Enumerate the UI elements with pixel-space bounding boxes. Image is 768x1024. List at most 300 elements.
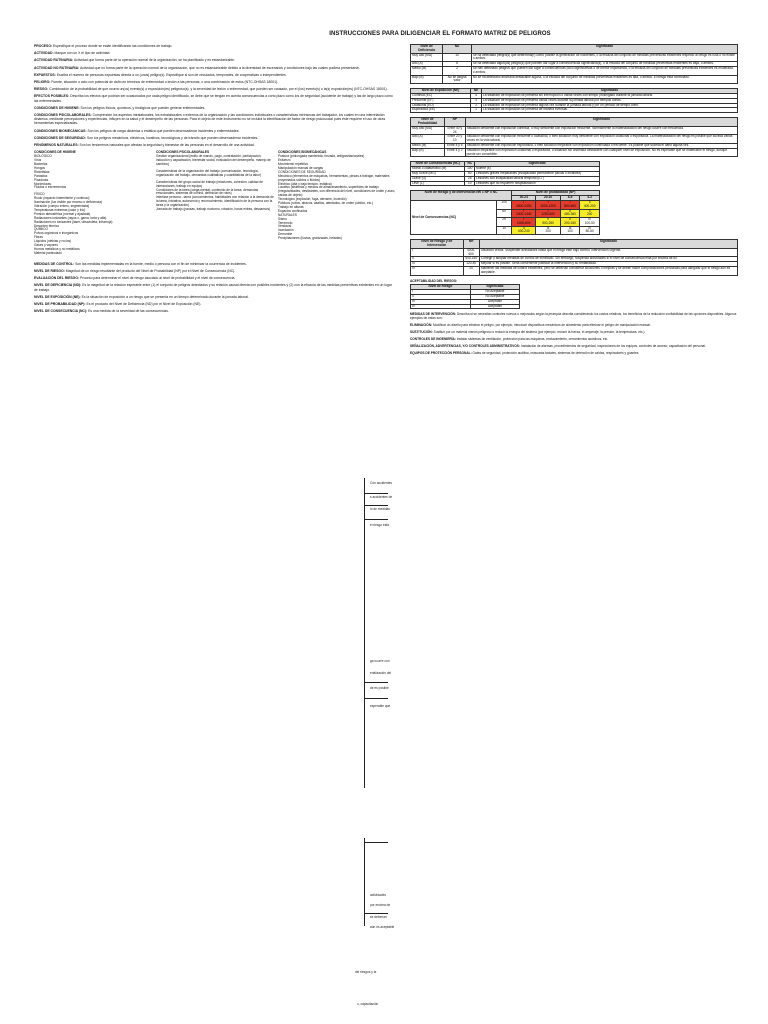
table-cell: Bajo (B) [411,148,445,157]
matrix-row [411,200,600,209]
matrix-cell-level: I [523,208,525,213]
fragment-rule [364,913,388,914]
table-cell: Muerte (s) [475,167,600,172]
definition-text: Actividad que no forma parte de la operación normal de la organización, que no es estandarizable debido a la diversidad de escenarios y condiciones bajo las cuales pudiera presentarse. [79,65,360,70]
matrix-cell-level: III [588,217,592,222]
table-cell: 500-150 [463,257,479,262]
definition-item [34,51,396,55]
definition-term: NIVEL DE RIESGO: [34,269,65,274]
hazard-classification-grid [34,151,396,256]
definition-item [410,338,738,342]
hazard-item: Manipulación manual de cargas [278,165,324,170]
matrix-np-col: 40-24 [512,196,536,201]
table-cell: Se ha detectado peligro(s) que determina(n) como posible la generación de incidentes, o la eficacia del conjunto de medidas preventivas existentes respecto al riesgo es nula o no existe o ambos. [471,53,737,62]
fragment-text: el riesgo está [370,523,389,527]
definition-term: ACTIVIDAD RUTINARIA: [34,58,74,63]
table-header: ND [443,45,472,54]
definition-term: PROCESO: [34,44,53,48]
fragment-text: s accidentes de [370,495,393,499]
table-header: Significado [475,162,600,167]
left-column [34,44,396,316]
probability-level-table [410,117,738,157]
fragment-text: dei riesgos y la [355,970,377,974]
table-header: Significado [471,45,737,54]
table-cell: Se ha detectado algún(os) peligro(s) que pueden dar lugar a consecuencias significativa(s), o la eficacia del conjunto de medidas preventivas existentes es baja, o ambos. [471,62,737,67]
matrix-cell [560,200,580,209]
page-title: INSTRUCCIONES PARA DILIGENCIAR EL FORMATO MATRIZ DE PELIGROS [329,31,551,37]
table-cell: 2 [471,103,482,108]
table-cell: IV [411,267,464,276]
table-cell: 6 [443,62,472,67]
hazard-item: Sismo [278,216,287,221]
table-cell: Muy Alto (MA) [411,126,445,135]
matrix-cell-level: II [588,208,591,213]
table-header: NP [444,118,465,127]
matrix-cell-range: 2000-1200 [540,203,556,208]
fragment-text: se deberían [370,915,387,919]
matrix-cell-level: II [522,225,525,230]
hazard-item: Movimiento repetitivo [278,161,309,166]
hazard-item: Precipitaciones (lluvias, granizadas, heladas) [278,236,342,241]
intervention-definitions [410,313,738,356]
matrix-cell-level: III [568,225,572,230]
acceptability-title: ACEPTABILIDAD DEL RIESGO: [410,278,458,283]
definition-text: Magnitud de un riesgo resultante del producto del Nivel de Probabilidad (NP) por el Nivel de Consecuencia (NC). [65,269,236,274]
definition-text: Es una medida de la severidad de las consecuencias. [88,309,169,314]
table-header: Nivel de Deficiencia [411,45,443,54]
fragment-text: o, capacitación [357,1002,379,1006]
grid-column-biomechanical [278,155,396,256]
definition-item [410,324,738,328]
table-cell: 60 [465,171,475,176]
table-header: Significado [482,89,738,94]
definition-text: Es el producto del Nivel de Deficiencia (ND) por el Nivel de Exposición (NE). [86,302,202,307]
table-cell: La situación de exposición se presenta varias veces durante la jornada laboral por tiempos cortos. [482,98,738,103]
table-cell: Se han detectado peligros que pueden dar lugar a consecuencias poco significativas o de menor importancia, o la eficacia del conjunto de medidas preventivas existentes es moderada, o ambos. [471,66,737,75]
hazard-item: Terremoto [278,220,293,225]
definition-text: Son los peligros físicos, químicos, y biológicos que pueden generar enfermedades. [80,105,206,110]
table-cell: Leve (L) [411,181,465,186]
hazard-item: Públicos (robos, atracos, asaltos, atentados, de orden público, etc.) [278,201,374,206]
matrix-cell-range: 80-60 [585,229,594,234]
fragment-text: aún es aceptable [370,925,395,929]
hazard-item: Iluminación (luz visible por exceso o deficiencia) [34,200,103,205]
hazard-item: Picaduras [34,177,49,182]
matrix-np-col: 4-2 [580,196,600,201]
hazard-item: Condiciones de la tarea (carga mental, contenido de la tarea, demandas emocionales, sistemas de control, definición de roles) [156,187,259,196]
table-cell: La situación de exposición se presenta de manera eventual. [482,108,738,113]
definition-item [34,58,396,62]
definition-text: Modificar un diseño para eliminar el peligro, por ejemplo, introducir dispositivos mecánicos de alzamiento para eliminar el peligro de manipulación manual. [433,323,651,328]
table-header: Nivel de Exposición (NE) [411,89,471,94]
matrix-cell-range: 100 [567,229,573,234]
matrix-nc-value: 10 [496,226,511,235]
table-header: Significado [470,285,519,290]
matrix-cell-range: 2400-1440 [516,212,532,217]
hazard-item: Derrumbe [278,232,293,237]
definition-item [34,129,396,133]
table-cell: Situación deficiente con exposición esporádica, o bien situación mejorable con exposición continuada o frecuente. Es posible que suceda el daño alguna vez. [465,143,737,148]
hazard-item: Gestión organizacional (estilo de mando, pago, contratación, participación, inducción y capacitación, bienestar social, evaluación del desempeño, manejo de cambios) [156,154,271,166]
hazard-item: Fluidos o excrementos [34,185,67,190]
definition-text: Instalar sistemas de ventilación, protección para las máquinas, enclavamiento, cerramientos acústicos, etc. [456,337,609,342]
matrix-cell [536,218,560,227]
definition-item [34,276,396,280]
definition-item [34,295,396,299]
definition-item [410,352,738,356]
definition-term: CONDICIONES DE HIGIENE: [34,105,80,110]
fragment-rule [364,505,388,506]
fragment-rule [364,493,388,494]
table-cell: Grave (G) [411,176,465,181]
table-header: Nivel de Riesgo y de Intervención [411,240,464,249]
table-cell: II [411,295,471,300]
definition-item [34,262,396,266]
definition-item [34,143,396,147]
table-row [411,267,738,276]
table-cell: 10 [443,53,472,62]
hazard-item: BIOLÓGICO [34,154,52,159]
matrix-cell-level: III [546,225,550,230]
matrix-cell-range: 800-600 [564,203,576,208]
hazard-item: Ruido (impacto intermitente y continuo) [34,196,90,201]
grid-column-psycholaboral [156,155,274,256]
table-header: Significado [479,240,737,249]
table-header: Nivel de Riesgo [411,285,471,290]
matrix-cell-range: 400-240 [517,229,530,234]
definition-text: Instalación de alarmas, procedimientos de seguridad, inspecciones de los equipos, controles de acceso, capacitación del personal. [520,344,706,349]
table-cell: Alto (A) [411,62,443,67]
definition-term: MEDIDAS DE CONTROL: [34,261,75,266]
table-cell: No se asigna valor [443,75,472,84]
table-row [411,181,600,186]
hazard-item: Espacios confinados [278,208,308,213]
definition-text: Marque con un X el tipo de actividad. [54,51,111,56]
definition-text: Son los peligros de carga dinámica o estática que pueden desencadenar incidentes y enfermedades. [87,128,240,133]
definition-item [410,313,738,321]
matrix-nc-value: 25 [496,218,511,227]
matrix-cell-range: 400-200 [583,203,596,208]
definition-item [34,269,396,273]
grid-header-hygiene: CONDICIONES DE HIGIENE [34,150,76,155]
grid-header-biomechanical: CONDICIONES BIOMECÁNICAS [278,150,327,155]
matrix-cell-level: III [588,225,592,230]
definition-item [34,44,396,48]
hazard-item: Temperaturas extremas (calor y frío) [34,207,86,212]
table-row [411,304,520,309]
matrix-cell-range: 1200-600 [541,212,555,217]
hazard-item: Radiaciones ionizantes (rayos x, gama, beta y alfa) [34,215,107,220]
definition-text: Gafas de seguridad, protección auditiva, máscaras faciales, sistemas de detención de caídas, respiradores y guantes. [472,351,640,356]
definition-text: Sustituir por un material menos peligroso o reducir la energía del sistema (por ejemplo, reducir la fuerza, el amperaje, la presión, la temperatura, etc.). [433,330,646,335]
definition-text: Combinación de la probabilidad de que ocurra un(os) evento(s) o exposición(es) peligroso(s), y la severidad de lesión o enfermedad, que pueden ser causado, por el (los) evento(s) o la(s) exposición(es) (NTC-OHSAS 18001). [49,87,388,92]
definition-item [34,87,396,91]
definitions-list-2 [34,262,396,314]
table-cell: Alto (A) [411,135,445,144]
table-cell: Corregir y adoptar medidas de control de inmediato. Sin embargo, suspenda actividades si el nivel de consecuencia está por encima de 60. [479,257,737,262]
definition-item [34,136,396,140]
table-cell: III [411,299,471,304]
table-cell: La situación de exposición se presenta alguna vez durante la jornada laboral y por un periodo de tiempo corto. [482,103,738,108]
hazard-item: Polvos orgánicos e inorgánicos [34,231,79,236]
table-cell: No Aceptable [470,295,519,300]
table-row [411,66,738,75]
fragment-rule [364,698,388,699]
hazard-item: CONDICIONES DE SEGURIDAD [278,169,326,174]
fragment-text: esperable que [370,704,391,708]
grid-header-psycholaboral: CONDICIONES PSICOLABORALES [156,150,210,155]
matrix-cell-level: II [569,217,571,222]
table-cell: 100 [465,167,475,172]
definition-text: Fuente, situación o acto con potencial de daño en términos de enfermedad o lesión a las personas, o una combinación de estos (NTC-OHSAS 18001). [51,80,279,85]
table-cell: Mortal o catastrófico (M) [411,167,465,172]
matrix-cell-range: 480-360 [564,212,576,217]
hazard-item: Rickettsias [34,169,50,174]
definition-term: EVALUACIÓN DEL RIESGO: [34,276,80,281]
definition-text: Escriba el número de personas expuestas directa a un (unos) peligro(s). Especifique si son de circulados, temporales, de cooperativas o independientes. [56,72,287,77]
matrix-cell-range: 200 [545,229,551,234]
definition-term: ACTIVIDAD: [34,51,54,56]
table-cell: Lesiones graves irreparables (incapacidad permanente parcial o invalidez) [475,171,600,176]
table-cell: No se ha detectado anomalía destacable alguna, o la eficacia del conjunto de medidas preventivas existentes es alta, o ambos. El riesgo está controlado. [471,75,737,84]
fragment-rule [364,519,388,520]
definition-term: CONTROLES DE INGENIERÍA: [410,337,456,342]
hazard-item: Vendaval [278,224,292,229]
definition-text: Comprenden los aspectos intralaborales, los extralaborales o externos de la organización y las condiciones individuales o características intrínsecas del trabajador, los cuales en una interrelación dinámica, mediante percepciones y experiencias, influyen en la salud y el desempeño de las personas. Para el objeto de este instrumento no se incluirá la identificación de factor de riesgo psicosocial pues éste requiere el uso de otras herramientas especializadas. [34,113,386,126]
table-cell: Mantener las medidas de control existentes, pero se deberían considerar soluciones o mejoras y se deben hacer comprobaciones periódicas para asegurar que el riesgo aún es aceptable. [479,267,737,276]
definition-term: PELIGRO: [34,80,51,85]
table-cell: Entre 8 y 6 [444,143,465,148]
table-cell: 120-40 [463,262,479,267]
definition-term: EQUIPOS DE PROTECCIÓN PERSONAL: [410,351,472,356]
definition-term: CONDICIONES PSICOLABORALES: [34,113,92,118]
hazard-item: Mecánico (elementos de máquinas, herramientas, piezas a trabajar, materiales proyectados sólidos o fluidos) [278,173,390,182]
hazard-item: Presión atmosférica (normal y ajustada) [34,211,91,216]
matrix-cell [512,226,536,235]
fragment-text: ga ocurre con [370,659,390,663]
hazard-item: Virus [34,158,42,163]
matrix-cell-level: I [547,208,549,213]
hazard-item: Material particulado [34,250,62,255]
table-cell: Aceptable [470,299,519,304]
definition-term: RIESGO: [34,87,49,92]
matrix-cell-level: I [523,199,525,204]
fragment-rule [364,842,388,843]
table-cell: Entre 40 y 24 [444,126,465,135]
definition-term: EXPUESTOS: [34,72,56,77]
definition-text: Describa si se necesitan controles nuevos o mejorados según la jerarquía descrita considerando los costos relativos, los beneficios de la reducción confiabilidad de las opciones disponibles. Algunos ejemplos de estos son: [410,312,737,321]
table-header: Nivel de Consecuencias (NC) [411,162,465,167]
matrix-cell-range: 4000-2400 [516,203,532,208]
table-header: NR [463,240,479,249]
table-row [411,108,738,113]
hazard-item: Hongos [34,165,45,170]
table-cell: Lesiones con incapacidad laboral temporal (ILT) [475,176,600,181]
hazard-item: Tecnológico (explosión, fuga, derrame, incendio) [278,197,347,202]
table-cell: Medio (M) [411,143,445,148]
definition-item [410,345,738,349]
hazard-item: Jornada de trabajo (pausas, trabajo nocturno, rotación, horas extras, descansos) [156,207,271,212]
definition-item [34,113,396,126]
table-cell: Situación deficiente con exposición frecuente u ocasional, o bien situación muy deficiente con exposición ocasional o esporádica. La materialización del riesgo es posible que suceda varias veces en la vida laboral. [465,135,737,144]
matrix-corner: Nivel de Riesgo y de intervención NR = NP X NC [411,191,512,201]
definitions-list [34,44,396,147]
hazard-item: Características de la organización del trabajo (comunicación, tecnología, organización del trabajo, demandas cualitativas y cuantitativas de la labor) [156,168,262,177]
hazard-item: Esfuerzo [278,158,291,163]
fragment-text: erialización del [370,671,392,675]
matrix-cell-level: I [523,217,525,222]
definition-item [34,66,396,70]
table-cell: 1 [471,108,482,113]
hazard-item: Eléctrico (alta y baja tensión, estática) [278,181,332,186]
definition-item [34,302,396,306]
matrix-np-col: 20-10 [536,196,560,201]
risk-matrix-table [410,190,600,235]
hazard-item: Fibras [34,235,43,240]
hazard-item: NATURALES [278,212,297,217]
table-cell: Continua (EC) [411,93,471,98]
consequence-level-table [410,161,600,186]
table-cell: Aceptable [470,304,519,309]
table-cell: 20 [463,267,479,276]
definition-text: Son las medidas implementadas en la fuente, medio o persona con el fin de minimizar la ocurrencia de incidentes. [75,261,247,266]
hazard-item: Radiaciones no ionizantes (láser, ultravioleta, infrarroja) [34,219,113,224]
fragment-rule [364,682,388,683]
definition-term: ELIMINACIÓN: [410,323,433,328]
definition-term: CONDICIONES DE SEGURIDAD: [34,135,86,140]
table-cell: I [411,290,471,295]
hazard-item: Trabajo en alturas [278,204,304,209]
table-cell: Situación crítica. Suspender actividades hasta que el riesgo esté bajo control. Intervención urgente. [479,248,737,257]
matrix-cell-range: 1000-600 [517,220,531,225]
definition-text: Es la situación de exposición a un riesgo que se presenta en un tiempo determinado durante la jornada laboral. [81,294,249,299]
definition-text: Describa los efectos que podrían ser ocasionados por cada peligro identificado, se debe que se tengan en cuenta consecuencias a corto plazo como los de seguridad (accidente de trabajo) y las de largo plazo como las enfermedades. [34,94,393,103]
matrix-nc-label: Nivel de Consecuencias (NC) [411,200,497,234]
table-cell: La situación de exposición se presenta sin interrupción o varias veces con tiempo prolongado durante la jornada laboral. [482,93,738,98]
definition-item [34,73,396,77]
matrix-nc-value: 100 [496,200,511,209]
table-cell: Ocasional (EO) [411,103,471,108]
hazard-item: Inundación [278,228,294,233]
definition-term: SEÑALIZACIÓN, ADVERTENCIAS, Y/O CONTROLES ADMINISTRATIVOS: [410,344,520,349]
definition-term: NIVEL DE EXPOSICIÓN (NE): [34,294,81,299]
risk-intervention-table [410,239,738,275]
definition-item [34,106,396,110]
matrix-cell [580,218,600,227]
fragment-text: actividades [370,893,386,897]
matrix-cell [580,226,600,235]
table-cell: 25 [465,176,475,181]
exposure-level-table [410,88,738,113]
hazard-item: Parásitos [34,173,48,178]
matrix-cell-range: 240 [587,212,593,217]
hazard-item: Mordeduras [34,181,52,186]
matrix-cell-range: 500-250 [542,220,554,225]
fragment-text: Con accidentes [370,481,392,485]
table-row [411,148,738,157]
hazard-item: Líquidos (nieblas y rocíos) [34,239,72,244]
matrix-cell [536,200,560,209]
definition-text: Son los fenómenos naturales que afectan la seguridad y bienestar de las personas en el desarrollo de una actividad. [79,143,255,148]
table-cell: III [411,262,464,267]
definition-term: NIVEL DE CONSECUENCIA (NC): [34,309,88,314]
definition-term: ACTIVIDAD NO RUTINARIA: [34,65,80,70]
definition-text: Actividad que forma parte de la operación normal de la organización, se ha planificado y es estandarizable. [73,58,235,63]
matrix-cell-range: 100-50 [584,220,595,225]
matrix-cell [512,218,536,227]
hazard-item: Vibración (cuerpo entero, segmentaria) [34,204,90,209]
matrix-cell-level: II [547,217,549,222]
matrix-cell-range: 200-150 [564,220,576,225]
table-cell: Lesiones que no requieren hospitalización [475,181,600,186]
hazard-item: Interfase persona - tarea (conocimientos, habilidades con relación a la demanda de la tarea, iniciativa, autonomía y reconocimiento, identificación de la persona con la tarea y la organización) [156,195,274,208]
matrix-cell-level: I [547,199,549,204]
right-column [410,44,738,359]
table-cell: 3 [471,98,482,103]
hazard-item: Gases y vapores [34,243,58,248]
matrix-cell-level: I [569,199,571,204]
table-cell: Mejorar si es posible. Sería conveniente justificar la intervención y su rentabilidad. [479,262,737,267]
table-cell: IV [411,304,471,309]
table-cell: Bajo (B) [411,75,443,84]
matrix-np-col: 8-6 [560,196,580,201]
matrix-cell [560,226,580,235]
definition-item [34,80,396,84]
table-cell: 4000-600 [463,248,479,257]
table-cell: Situación deficiente con exposición continua, o muy deficiente con exposición frecuente. Normalmente la materialización del riesgo ocurre con frecuencia. [465,126,737,135]
definition-term: CONDICIONES BIOMECÁNICAS: [34,128,87,133]
matrix-cell [580,200,600,209]
definition-item [34,94,396,102]
definition-item [34,283,396,291]
fragment-text: por encima de [370,903,391,907]
hazard-item: Locativo (sistemas y medios de almacenamiento, superficies de trabajo (irregularidades, deslizantes, con diferencia del nivel, condiciones de orden y aseo, caídas de objeto) [278,185,396,198]
matrix-cell [560,218,580,227]
matrix-nc-value: 60 [496,209,511,218]
definition-item [34,309,396,313]
table-cell: Frecuente (EF) [411,98,471,103]
definition-text: Proceso para determinar el nivel de riesgo asociado al nivel de probabilidad y el nivel de consecuencia. [80,276,236,281]
table-cell: Entre 20 y 10 [444,135,465,144]
hazard-item: Bacterias [34,161,48,166]
table-row [411,75,738,84]
definition-term: SUSTITUCIÓN: [410,330,433,335]
fragment-text: de es posible [370,686,389,690]
matrix-np-header: Nivel de probabilidad (NP) [512,191,600,196]
matrix-cell [536,226,560,235]
table-header: Nivel de Probabilidad [411,118,445,127]
definition-text: Es la magnitud de la relación esperable entre (1) el conjunto de peligros detectados y su relación causal directa con posibles incidentes y (2) con la eficacia de las medidas preventivas existentes en un lugar de trabajo. [34,283,392,292]
table-cell: Situación mejorable con exposición ocasional o esporádica, o situación sin anomalía destacable con cualquier nivel de exposición. No es esperable que se materialice el riesgo, aunque puede ser concebible. [465,148,737,157]
table-cell: 4 [471,93,482,98]
table-cell: Esporádica (EE) [411,108,471,113]
definition-term: NIVEL DE DEFICIENCIA (ND): [34,283,82,288]
grid-column-hygiene [34,155,152,256]
definition-item [410,331,738,335]
matrix-cell [512,200,536,209]
table-cell: Medio (M) [411,66,443,75]
matrix-cell-level: II [569,208,571,213]
table-header: Significado [465,118,737,127]
definition-text: Son los peligros mecánicos, eléctricos, locativos, tecnológicos y de tránsito que pueden desencadenar incidentes. [86,135,259,140]
hazard-item: Postura (prolongada mantenida, forzada, antigravitacionales) [278,154,365,159]
hazard-item: Características del grupo social de trabajo (relaciones, cohesión, calidad de interacciones, trabajo en equipo) [156,179,263,188]
table-cell: Muy Alto (MA) [411,53,443,62]
matrix-cell-level: II [588,199,591,204]
table-cell: 10 [465,181,475,186]
table-header: NC [465,162,475,167]
definition-term: NIVEL DE PROBABILIDAD (NP): [34,302,86,307]
